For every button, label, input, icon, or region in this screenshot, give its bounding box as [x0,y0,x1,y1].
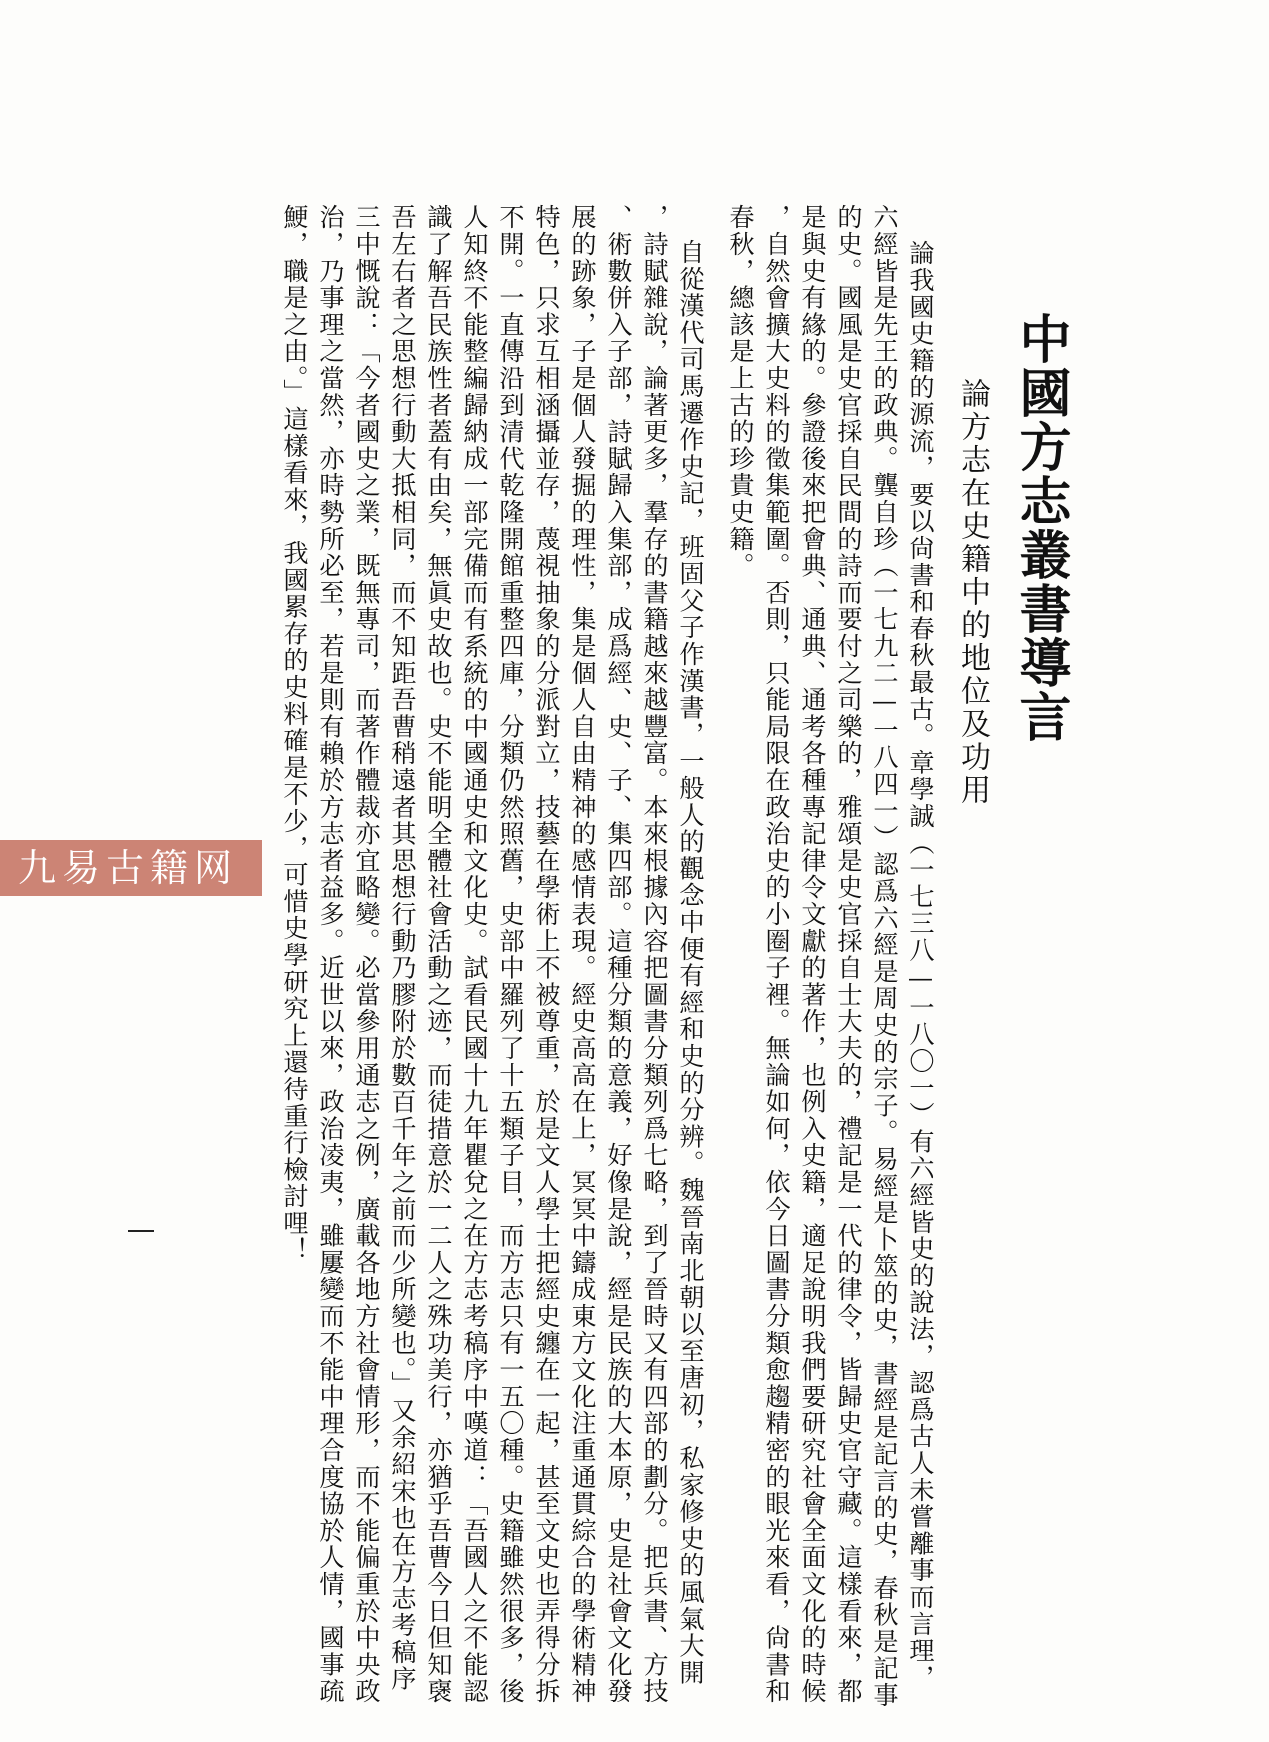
page-subtitle: 論方志在史籍中的地位及功用 [955,378,990,807]
text-column: 識了解吾民族性者蓋有由矣，無眞史故也。史不能明全體社會活動之迹，而徒措意於一二人之殊功美行，亦猶乎吾曹今日但知襃 [424,204,453,1705]
text-column: 六經皆是先王的政典。龔自珍（一七九二—一八四一）認爲六經是周史的宗子。易經是卜筮的史，書經是記言的史，春秋是記事 [870,204,899,1709]
text-column: ，自然會擴大史料的徵集範圍。否則，只能局限在政治史的小圈子裡。無論如何，依今日圖書分類愈趨精密的眼光來看，尙書和 [762,204,791,1705]
text-column: 人知終不能整編歸納成一部完備而有系統的中國通史和文化史。試看民國十九年瞿兌之在方志考稿序中嘆道：「吾國人之不能認 [460,204,489,1705]
text-column: 治，乃事理之當然，亦時勢所必至，若是則有賴於方志者益多。近世以來，政治凌夷，雖屢變而不能中理合度協於人情，國事疏 [316,204,345,1705]
text-column: 展的跡象，子是個人發掘的理性，集是個人自由精神的感情表現。經史高高在上，冥冥中鑄成東方文化注重通貫綜合的學術精神 [568,204,597,1705]
text-column: 三中慨說：「今者國史之業，既無專司，而著作體裁亦宜略變。必當參用通志之例，廣載各地方社會情形，而不能偏重於中央政 [352,204,381,1705]
text-column: 自從漢代司馬遷作史記，班固父子作漢書，一般人的觀念中便有經和史的分辨。魏晉南北朝以至唐初，私家修史的風氣大開 [676,212,705,1686]
text-column: 論我國史籍的源流，要以尙書和春秋最古。章學誠（一七三八—一八〇一）有六經皆史的說法，認爲古人未嘗離事而言理， [906,240,935,1691]
page-title: 中國方志叢書導言 [1010,312,1070,744]
text-column: 吾左右者之思想行動大抵相同，而不知距吾曹稍遠者其思想行動乃膠附於數百千年之前而少所變也。」又余紹宋也在方志考稿序 [388,204,417,1693]
text-column: 的史。國風是史官採自民間的詩而要付之司樂的，雅頌是史官採自士大夫的，禮記是一代的律令，皆歸史官守藏。這樣看來，都 [834,204,863,1705]
text-column: 特色，只求互相涵攝並存，蔑視抽象的分派對立，技藝在學術上不被尊重，於是文人學士把經史纏在一起，甚至文史也弄得分拆 [532,204,561,1705]
text-column: 、術數併入子部，詩賦歸入集部，成爲經、史、子、集四部。這種分類的意義，好像是說，經是民族的大本原，史是社會文化發 [604,204,633,1705]
text-column: 是與史有緣的。參證後來把會典、通典、通考各種專記律令文獻的著作，也例入史籍，適足說明我們要研究社會全面文化的時候 [798,204,827,1705]
text-column: 不開。一直傳沿到清代乾隆開館重整四庫，分類仍然照舊，史部中羅列了十五類子目，而方志只有一五〇種。史籍雖然很多，後 [496,204,525,1705]
text-column: 鯁，職是之由。」這樣看來，我國累存的史料確是不少，可惜史學研究上還待重行檢討哩！ [280,204,309,1264]
page-number-mark [128,1230,154,1232]
watermark-banner: 九易古籍网 [0,840,262,896]
text-column: ，詩賦雜說，論著更多，羣存的書籍越來越豐富。本來根據內容把圖書分類列爲七略，到了晉時又有四部的劃分。把兵書、方技 [640,204,669,1705]
text-column: 春秋，總該是上古的珍貴史籍。 [726,204,755,580]
